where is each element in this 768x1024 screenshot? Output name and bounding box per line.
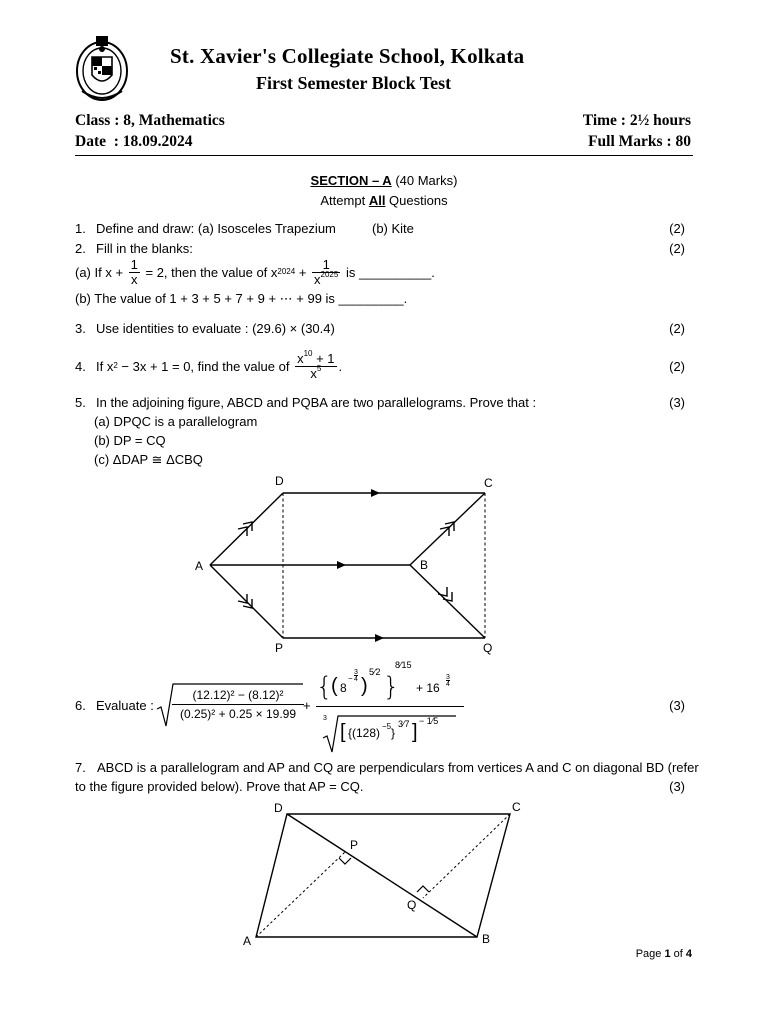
label-a: A (243, 934, 252, 948)
q7-text-line2: to the figure provided below). Prove that AP = CQ. (75, 779, 364, 794)
label-c: C (512, 800, 521, 814)
full-marks-label: Full Marks : 80 (588, 133, 691, 150)
arrow-ab (337, 561, 346, 569)
q5-number: 5. (75, 395, 86, 410)
double-arrow-ap (238, 594, 252, 608)
label-d: D (274, 801, 283, 815)
q2a-fraction-2: $\frac{1}{x^{2025}}$ (314, 257, 339, 287)
q6-radical-fraction (172, 688, 304, 721)
q3-text: Use identities to evaluate : (29.6) × (30.4) (96, 321, 335, 336)
label-a: A (195, 559, 204, 573)
figure-parallelogram-perpendiculars (235, 796, 525, 952)
q5-text: In the adjoining figure, ABCD and PQBA are two parallelograms. Prove that : (96, 395, 537, 410)
q6-radical-denominator: (0.25)² + 0.25 × 19.99 (179, 707, 297, 721)
header-divider (75, 155, 693, 156)
q7-text-line1: ABCD is a parallelogram and AP and CQ are perpendiculars from vertices A and C on diagonal BD (refer (97, 760, 699, 775)
label-b: B (420, 558, 429, 572)
page-total: 4 (685, 948, 692, 960)
section-marks: (40 Marks) (391, 173, 458, 188)
q2a-fraction: $\frac{1}{x}$ (130, 257, 138, 287)
label-p: P (275, 641, 284, 655)
q2-text: Fill in the blanks: (96, 241, 193, 256)
label-b: B (482, 932, 491, 946)
q5-part-b: (b) DP = CQ (94, 433, 166, 448)
perpendicular-ap (256, 852, 345, 937)
arrow-pq (375, 634, 384, 642)
q6-big-numerator-box: { ( 8 − 3 4 ) 5⁄2 } 8⁄15 + 16 3 4 (316, 660, 450, 702)
figure-parallelograms (180, 468, 510, 658)
arrow-dc (371, 489, 380, 497)
page-indicator: Page 1 of 4 (635, 948, 692, 960)
section-title: SECTION – A (310, 173, 392, 188)
q6-big-fraction-bar (316, 706, 464, 707)
segment-bq (410, 565, 485, 638)
q3-marks: (2) (669, 321, 685, 336)
q2-marks: (2) (669, 241, 685, 256)
school-logo (74, 33, 130, 105)
class-label: Class : 8, Mathematics (75, 112, 225, 129)
q6-plus: + (303, 698, 311, 713)
time-label: Time : 2½ hours (582, 112, 691, 129)
q4-number: 4. (75, 359, 86, 374)
page-current: 1 (664, 948, 671, 960)
q6-radical-numerator: (12.12)² − (8.12)² (172, 688, 304, 705)
q7-number: 7. (75, 760, 86, 775)
q2b-line: (b) The value of 1 + 3 + 5 + 7 + 9 + ⋯ + 99 is _________. (75, 291, 408, 306)
q4-fraction: $\frac{x^{10} + 1}{x^5}$ (297, 348, 335, 381)
diagonal-bd (287, 814, 477, 937)
double-arrow-bq (438, 587, 452, 601)
label-q: Q (407, 898, 417, 912)
q4-text: If x 2 − 3x + 1 = 0, find the value of $\frac{x^{10} + 1}{x^5}$ . (96, 348, 343, 381)
right-angle-p (339, 858, 351, 864)
exam-title: First Semester Block Test (256, 73, 452, 93)
label-p: P (350, 838, 359, 852)
q6-marks: (3) (669, 698, 685, 713)
q1-text-b: (b) Kite (372, 221, 414, 236)
school-name: St. Xavier's Collegiate School, Kolkata (170, 44, 525, 68)
q1-text: Define and draw: (a) Isosceles Trapezium (96, 221, 336, 236)
perpendicular-cq (423, 814, 510, 898)
q5-marks: (3) (669, 395, 685, 410)
label-d: D (275, 474, 284, 488)
q6-cube-root-sign (316, 710, 462, 754)
label-q: Q (483, 641, 493, 655)
q5-part-a: (a) DPQC is a parallelogram (94, 414, 258, 429)
q2-number: 2. (75, 241, 86, 256)
q5-part-c: (c) ΔDAP ≅ ΔCBQ (94, 452, 203, 467)
q3-number: 3. (75, 321, 86, 336)
q7-marks: (3) (669, 779, 685, 794)
section-instruction: Attempt All Questions (320, 193, 448, 208)
date-label: Date : 18.09.2024 (75, 133, 193, 150)
q6-number: 6. (75, 698, 86, 713)
q1-number: 1. (75, 221, 86, 236)
right-angle-q (417, 886, 429, 892)
all-emphasis: All (368, 193, 386, 208)
double-arrow-ad (238, 522, 252, 536)
q6-text: Evaluate : (96, 698, 154, 713)
segment-cb (410, 493, 485, 565)
q2a-line: (a) If x + $\frac{1}{x}$ = 2, then the value of x 2024 + $\frac{1}{x^{2025}}$ is __________. (75, 257, 435, 287)
q6-big-denominator-box: 3 [ {(128) −5 } 3⁄7 ] − 1⁄5 (316, 710, 462, 754)
q1-marks: (2) (669, 221, 685, 236)
q4-marks: (2) (669, 359, 685, 374)
section-heading (0, 173, 768, 188)
label-c: C (484, 476, 493, 490)
